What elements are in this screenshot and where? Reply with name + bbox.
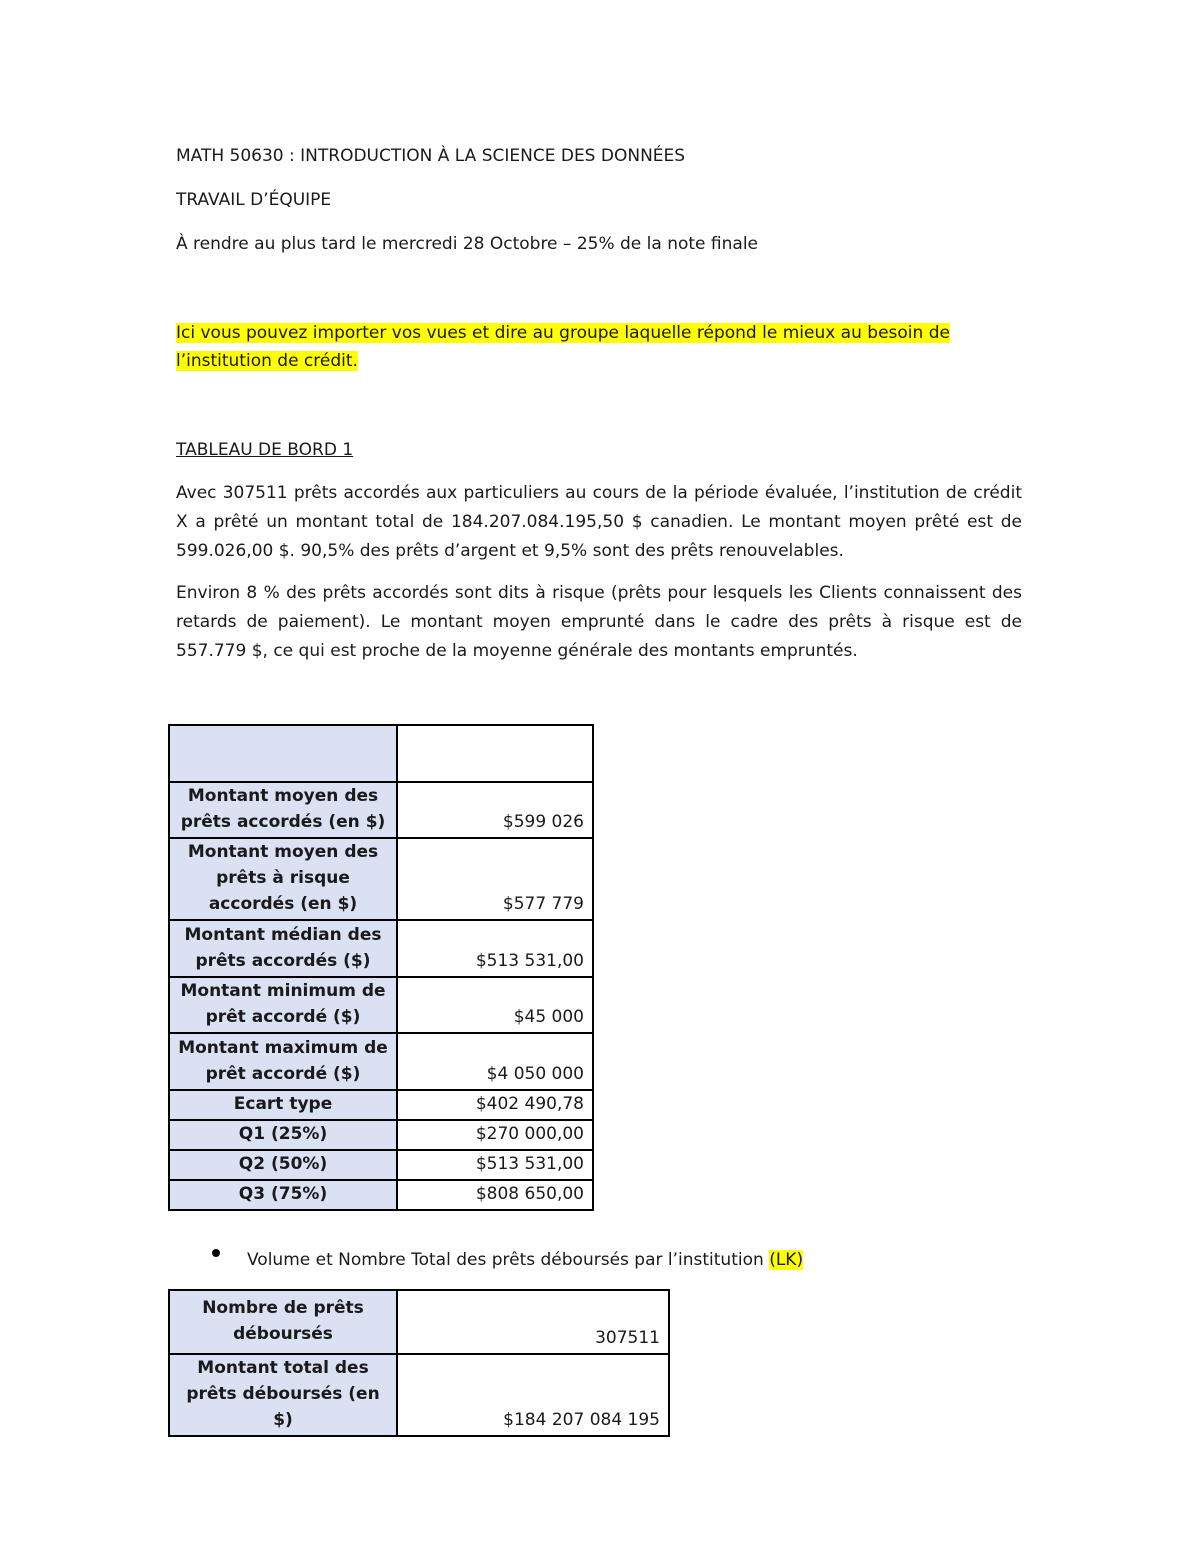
highlight-note-line1 (176, 322, 950, 344)
stats-table (168, 724, 594, 1211)
row-label: Montant moyen des prêts accordés (en $) (169, 782, 397, 838)
row-label: Montant maximum de prêt accordé ($) (169, 1033, 397, 1090)
bullet-dot-icon (212, 1249, 220, 1257)
row-label: Montant moyen des prêts à risque accordés (en $) (169, 838, 397, 920)
paragraph-summary: Avec 307511 prêts accordés aux particuliers au cours de la période évaluée, l’institution de crédit X a prêté un montant total de 184.207.084.195,50 $ canadien. Le montant moyen prêté est de 599.026,00 $. 90,5% des prêts d’argent et 9,5% sont des prêts renouvelables. (176, 483, 1022, 561)
header-cell (169, 725, 397, 782)
header-cell (397, 725, 593, 782)
table-row (169, 1354, 669, 1436)
row-value: $45 000 (397, 977, 593, 1033)
table-row (169, 920, 593, 977)
row-value: $4 050 000 (397, 1033, 593, 1090)
bullet-item (247, 1249, 803, 1271)
table-row (169, 838, 593, 920)
row-label: Montant total des prêts déboursés (en $) (169, 1354, 397, 1436)
table-row (169, 1120, 593, 1150)
row-value: $577 779 (397, 838, 593, 920)
table-row (169, 1290, 669, 1354)
highlight-note-text1: Ici vous pouvez importer vos vues et dire au groupe laquelle répond le mieux au besoin de (176, 323, 950, 343)
table-row (169, 1033, 593, 1090)
highlight-note-line2 (176, 350, 358, 372)
table-row (169, 1180, 593, 1210)
row-value: $808 650,00 (397, 1180, 593, 1210)
row-label: Q1 (25%) (169, 1120, 397, 1150)
table-header-row (169, 725, 593, 782)
row-label: Q3 (75%) (169, 1180, 397, 1210)
row-label: Q2 (50%) (169, 1150, 397, 1180)
row-label: Ecart type (169, 1090, 397, 1120)
row-value: $513 531,00 (397, 1150, 593, 1180)
table-row (169, 1150, 593, 1180)
table-row (169, 1090, 593, 1120)
row-value: $513 531,00 (397, 920, 593, 977)
section-title: TABLEAU DE BORD 1 (176, 440, 354, 460)
row-value: $184 207 084 195 (397, 1354, 669, 1436)
table-row (169, 977, 593, 1033)
row-value: 307511 (397, 1290, 669, 1354)
row-value: $402 490,78 (397, 1090, 593, 1120)
work-type: TRAVAIL D’ÉQUIPE (176, 190, 332, 210)
bullet-tag: (LK) (769, 1250, 804, 1270)
row-label: Montant médian des prêts accordés ($) (169, 920, 397, 977)
volume-table (168, 1289, 670, 1437)
row-label: Nombre de prêts déboursés (169, 1290, 397, 1354)
row-label: Montant minimum de prêt accordé ($) (169, 977, 397, 1033)
row-value: $270 000,00 (397, 1120, 593, 1150)
highlight-note-text2: l’institution de crédit. (176, 351, 358, 371)
paragraph-risk: Environ 8 % des prêts accordés sont dits à risque (prêts pour lesquels les Clients connaissent des retards de paiement). Le montant moyen emprunté dans le cadre des prêts à risque est de 557.779 $, ce qui est proche de la moyenne générale des montants empruntés. (176, 583, 1022, 661)
bullet-text: Volume et Nombre Total des prêts déboursés par l’institution (247, 1250, 770, 1270)
row-value: $599 026 (397, 782, 593, 838)
deadline-text: À rendre au plus tard le mercredi 28 Octobre – 25% de la note finale (176, 234, 759, 254)
table-row (169, 782, 593, 838)
course-title: MATH 50630 : INTRODUCTION À LA SCIENCE DES DONNÉES (176, 146, 686, 166)
